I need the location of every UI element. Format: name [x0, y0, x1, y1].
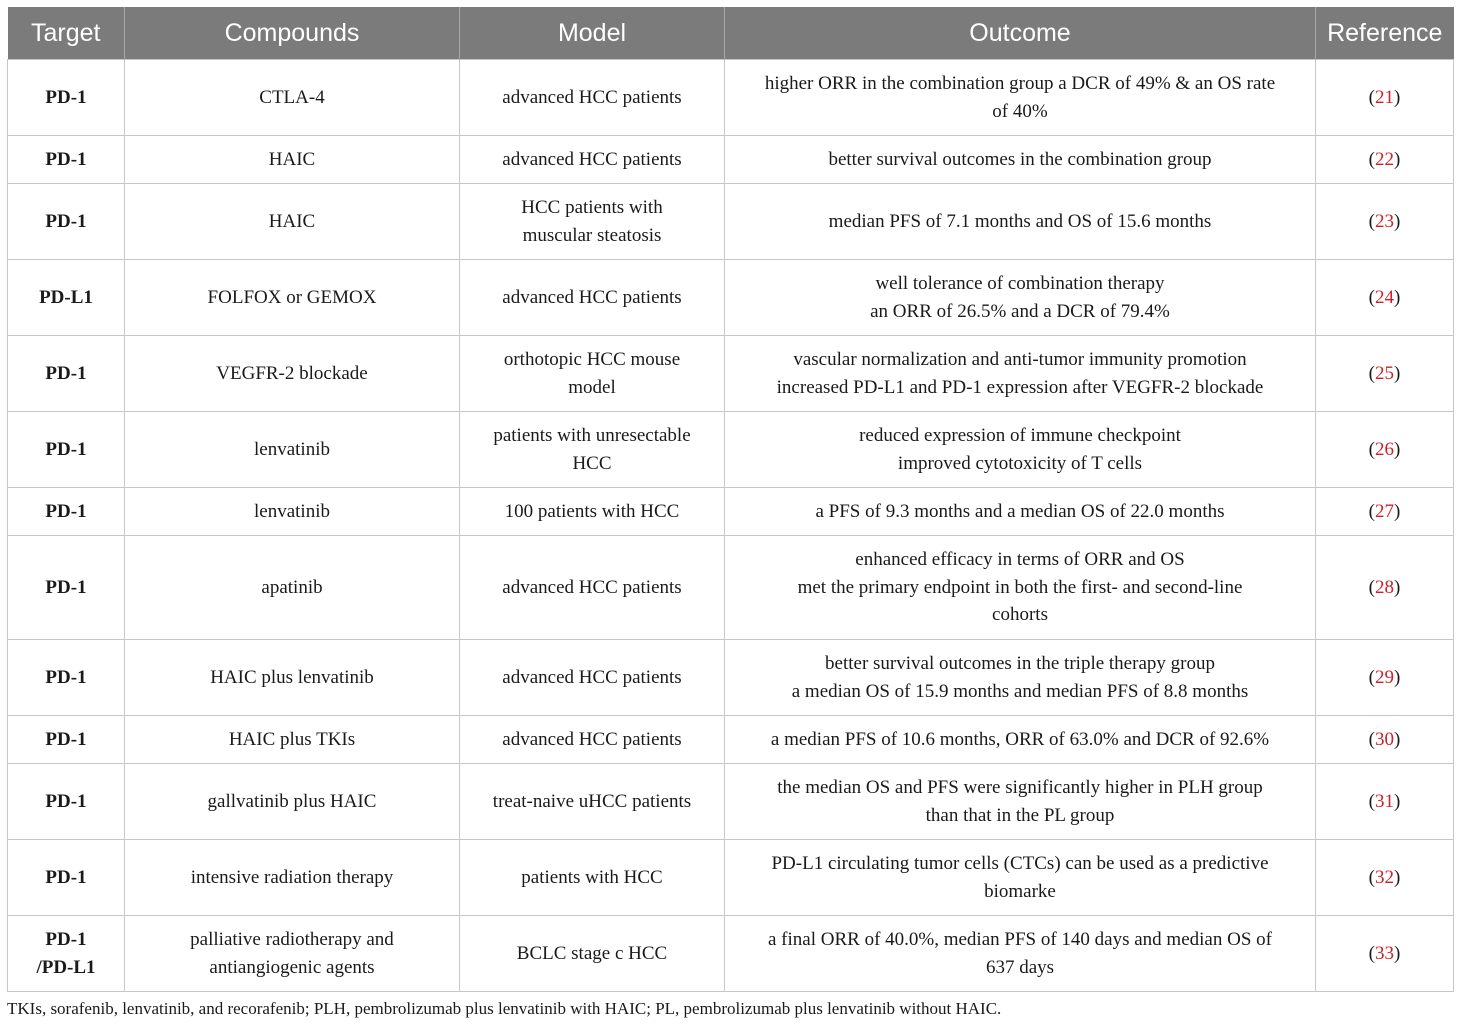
target-text: PD-1: [45, 866, 87, 888]
outcome-text: median PFS of 7.1 months and OS of 15.6 months: [828, 210, 1212, 232]
target-cell: [8, 916, 125, 992]
model-cell: [460, 716, 725, 764]
outcome-text: cohorts: [992, 604, 1048, 626]
outcome-cell: [725, 260, 1316, 336]
target-text: PD-1: [45, 148, 87, 170]
header-target: Target: [8, 7, 125, 60]
model-cell: [460, 412, 725, 488]
reference-cell: (26): [1316, 412, 1454, 488]
compounds-text: VEGFR-2 blockade: [216, 362, 368, 384]
model-cell: [460, 260, 725, 336]
outcome-text: a median OS of 15.9 months and median PFS of 8.8 months: [791, 680, 1249, 702]
table-row: [8, 640, 1454, 716]
table-row: [8, 840, 1454, 916]
reference-link[interactable]: 30: [1375, 728, 1394, 750]
compounds-cell: [125, 840, 460, 916]
compounds-cell: [125, 412, 460, 488]
model-text: patients with unresectable: [493, 425, 691, 446]
reference-cell: (22): [1316, 136, 1454, 184]
outcome-text: an ORR of 26.5% and a DCR of 79.4%: [870, 300, 1170, 322]
table-row: [8, 336, 1454, 412]
reference-cell: (23): [1316, 184, 1454, 260]
outcome-text: better survival outcomes in the combination group: [828, 148, 1212, 170]
model-text: advanced HCC patients: [502, 728, 682, 750]
compounds-cell: [125, 916, 460, 992]
target-text: PD-L1: [39, 286, 93, 308]
model-cell: [460, 764, 725, 840]
outcome-text: well tolerance of combination therapy: [875, 273, 1165, 294]
model-cell: [460, 136, 725, 184]
target-cell: [8, 640, 125, 716]
outcome-text: biomarke: [984, 880, 1056, 902]
reference-link[interactable]: 27: [1375, 500, 1394, 522]
target-cell: [8, 488, 125, 536]
compounds-text: apatinib: [261, 576, 323, 598]
reference-cell: (31): [1316, 764, 1454, 840]
compounds-cell: [125, 60, 460, 136]
table-row: [8, 260, 1454, 336]
model-text: BCLC stage c HCC: [516, 942, 668, 964]
model-text: advanced HCC patients: [502, 86, 682, 108]
table-body: [8, 60, 1454, 992]
outcome-text: a final ORR of 40.0%, median PFS of 140 days and median OS of: [768, 929, 1272, 950]
model-text: advanced HCC patients: [502, 148, 682, 170]
outcome-cell: [725, 60, 1316, 136]
reference-link[interactable]: 32: [1375, 866, 1394, 888]
model-cell: [460, 336, 725, 412]
outcome-cell: [725, 716, 1316, 764]
outcome-text: 637 days: [985, 956, 1055, 978]
model-text: advanced HCC patients: [502, 576, 682, 598]
outcome-cell: [725, 640, 1316, 716]
model-cell: [460, 840, 725, 916]
outcome-text: improved cytotoxicity of T cells: [897, 452, 1143, 474]
outcome-text: higher ORR in the combination group a DCR of 49% & an OS rate: [764, 73, 1276, 94]
outcome-cell: [725, 764, 1316, 840]
target-text: PD-1: [45, 438, 87, 460]
results-table: [7, 7, 1454, 992]
outcome-cell: [725, 916, 1316, 992]
table-row: [8, 412, 1454, 488]
compounds-cell: [125, 260, 460, 336]
target-cell: [8, 764, 125, 840]
table-footnote: TKIs, sorafenib, lenvatinib, and recorafenib; PLH, pembrolizumab plus lenvatinib with HAIC; PL, pembrolizumab plus lenvatinib without HAIC.: [7, 999, 1002, 1018]
outcome-text: reduced expression of immune checkpoint: [859, 425, 1181, 446]
reference-link[interactable]: 33: [1375, 942, 1394, 964]
compounds-text: lenvatinib: [254, 438, 330, 460]
compounds-cell: [125, 336, 460, 412]
outcome-text: enhanced efficacy in terms of ORR and OS: [855, 549, 1185, 571]
model-cell: [460, 916, 725, 992]
model-cell: [460, 60, 725, 136]
outcome-text: of 40%: [992, 100, 1048, 122]
target-text: PD-1: [45, 86, 87, 108]
model-cell: [460, 488, 725, 536]
reference-cell: (29): [1316, 640, 1454, 716]
model-text: advanced HCC patients: [502, 286, 682, 308]
model-cell: [460, 640, 725, 716]
model-text: orthotopic HCC mouse: [503, 349, 681, 370]
reference-link[interactable]: 21: [1375, 86, 1394, 108]
reference-link[interactable]: 26: [1375, 438, 1394, 460]
target-text: PD-1: [45, 728, 87, 750]
reference-link[interactable]: 24: [1375, 286, 1394, 308]
model-text: patients with HCC: [521, 866, 663, 888]
target-text: PD-1: [45, 210, 87, 232]
compounds-text: palliative radiotherapy and: [190, 929, 394, 950]
compounds-cell: [125, 716, 460, 764]
table-header-row: [8, 7, 1454, 60]
reference-cell: (28): [1316, 536, 1454, 640]
reference-link[interactable]: 23: [1375, 210, 1394, 232]
compounds-text: HAIC plus lenvatinib: [210, 666, 374, 688]
compounds-cell: [125, 136, 460, 184]
compounds-cell: [125, 640, 460, 716]
outcome-text: a PFS of 9.3 months and a median OS of 22.0 months: [815, 500, 1225, 522]
reference-link[interactable]: 25: [1375, 362, 1394, 384]
reference-cell: (32): [1316, 840, 1454, 916]
target-cell: [8, 336, 125, 412]
target-cell: [8, 184, 125, 260]
reference-link[interactable]: 31: [1375, 790, 1394, 812]
model-text: advanced HCC patients: [502, 666, 682, 688]
table-row: [8, 136, 1454, 184]
target-cell: [8, 536, 125, 640]
reference-cell: (30): [1316, 716, 1454, 764]
header-reference: Reference: [1316, 7, 1454, 60]
target-text: PD-1: [45, 500, 87, 522]
outcome-text: than that in the PL group: [925, 804, 1115, 826]
outcome-cell: [725, 840, 1316, 916]
compounds-text: gallvatinib plus HAIC: [207, 790, 377, 812]
outcome-text: better survival outcomes in the triple therapy group: [825, 653, 1215, 674]
table-row: [8, 716, 1454, 764]
compounds-cell: [125, 184, 460, 260]
target-text: PD-1: [45, 576, 87, 598]
table-row: [8, 184, 1454, 260]
target-text: PD-1: [45, 666, 87, 688]
outcome-cell: [725, 488, 1316, 536]
compounds-cell: [125, 764, 460, 840]
header-compounds: Compounds: [125, 7, 460, 60]
table-row: [8, 916, 1454, 992]
outcome-text: PD-L1 circulating tumor cells (CTCs) can be used as a predictive: [771, 853, 1269, 874]
table-row: [8, 60, 1454, 136]
outcome-text: a median PFS of 10.6 months, ORR of 63.0% and DCR of 92.6%: [770, 728, 1270, 750]
model-text: HCC: [572, 452, 612, 474]
table-container: [7, 7, 1453, 992]
compounds-text: FOLFOX or GEMOX: [207, 286, 377, 308]
target-text: PD-1: [45, 790, 87, 812]
reference-cell: (21): [1316, 60, 1454, 136]
model-cell: [460, 184, 725, 260]
compounds-text: lenvatinib: [254, 500, 330, 522]
table-row: [8, 488, 1454, 536]
model-text: treat-naive uHCC patients: [492, 790, 692, 812]
table-row: [8, 536, 1454, 640]
compounds-text: HAIC plus TKIs: [228, 728, 356, 750]
compounds-text: intensive radiation therapy: [190, 866, 394, 888]
target-text: /PD-L1: [36, 956, 96, 978]
outcome-text: the median OS and PFS were significantly higher in PLH group: [777, 777, 1263, 798]
target-text: PD-1: [45, 929, 87, 950]
model-text: HCC patients with: [521, 197, 663, 218]
header-model: Model: [460, 7, 725, 60]
outcome-text: vascular normalization and anti-tumor immunity promotion: [793, 349, 1247, 370]
outcome-text: met the primary endpoint in both the first- and second-line: [797, 576, 1243, 598]
reference-link[interactable]: 29: [1375, 666, 1394, 688]
outcome-cell: [725, 536, 1316, 640]
outcome-cell: [725, 136, 1316, 184]
target-cell: [8, 136, 125, 184]
model-text: muscular steatosis: [522, 224, 662, 246]
reference-link[interactable]: 22: [1375, 148, 1394, 170]
target-cell: [8, 260, 125, 336]
compounds-text: CTLA-4: [259, 86, 325, 108]
reference-cell: (24): [1316, 260, 1454, 336]
model-text: 100 patients with HCC: [504, 500, 680, 522]
target-cell: [8, 60, 125, 136]
target-cell: [8, 716, 125, 764]
target-cell: [8, 412, 125, 488]
compounds-text: HAIC: [268, 210, 316, 232]
outcome-cell: [725, 412, 1316, 488]
compounds-text: HAIC: [268, 148, 316, 170]
reference-link[interactable]: 28: [1375, 576, 1394, 598]
target-cell: [8, 840, 125, 916]
compounds-cell: [125, 488, 460, 536]
model-cell: [460, 536, 725, 640]
reference-cell: (25): [1316, 336, 1454, 412]
table-row: [8, 764, 1454, 840]
reference-cell: (33): [1316, 916, 1454, 992]
model-text: model: [568, 376, 616, 398]
outcome-cell: [725, 336, 1316, 412]
target-text: PD-1: [45, 362, 87, 384]
header-outcome: Outcome: [725, 7, 1316, 60]
reference-cell: (27): [1316, 488, 1454, 536]
compounds-text: antiangiogenic agents: [209, 956, 375, 978]
compounds-cell: [125, 536, 460, 640]
outcome-cell: [725, 184, 1316, 260]
outcome-text: increased PD-L1 and PD-1 expression after VEGFR-2 blockade: [776, 376, 1264, 398]
